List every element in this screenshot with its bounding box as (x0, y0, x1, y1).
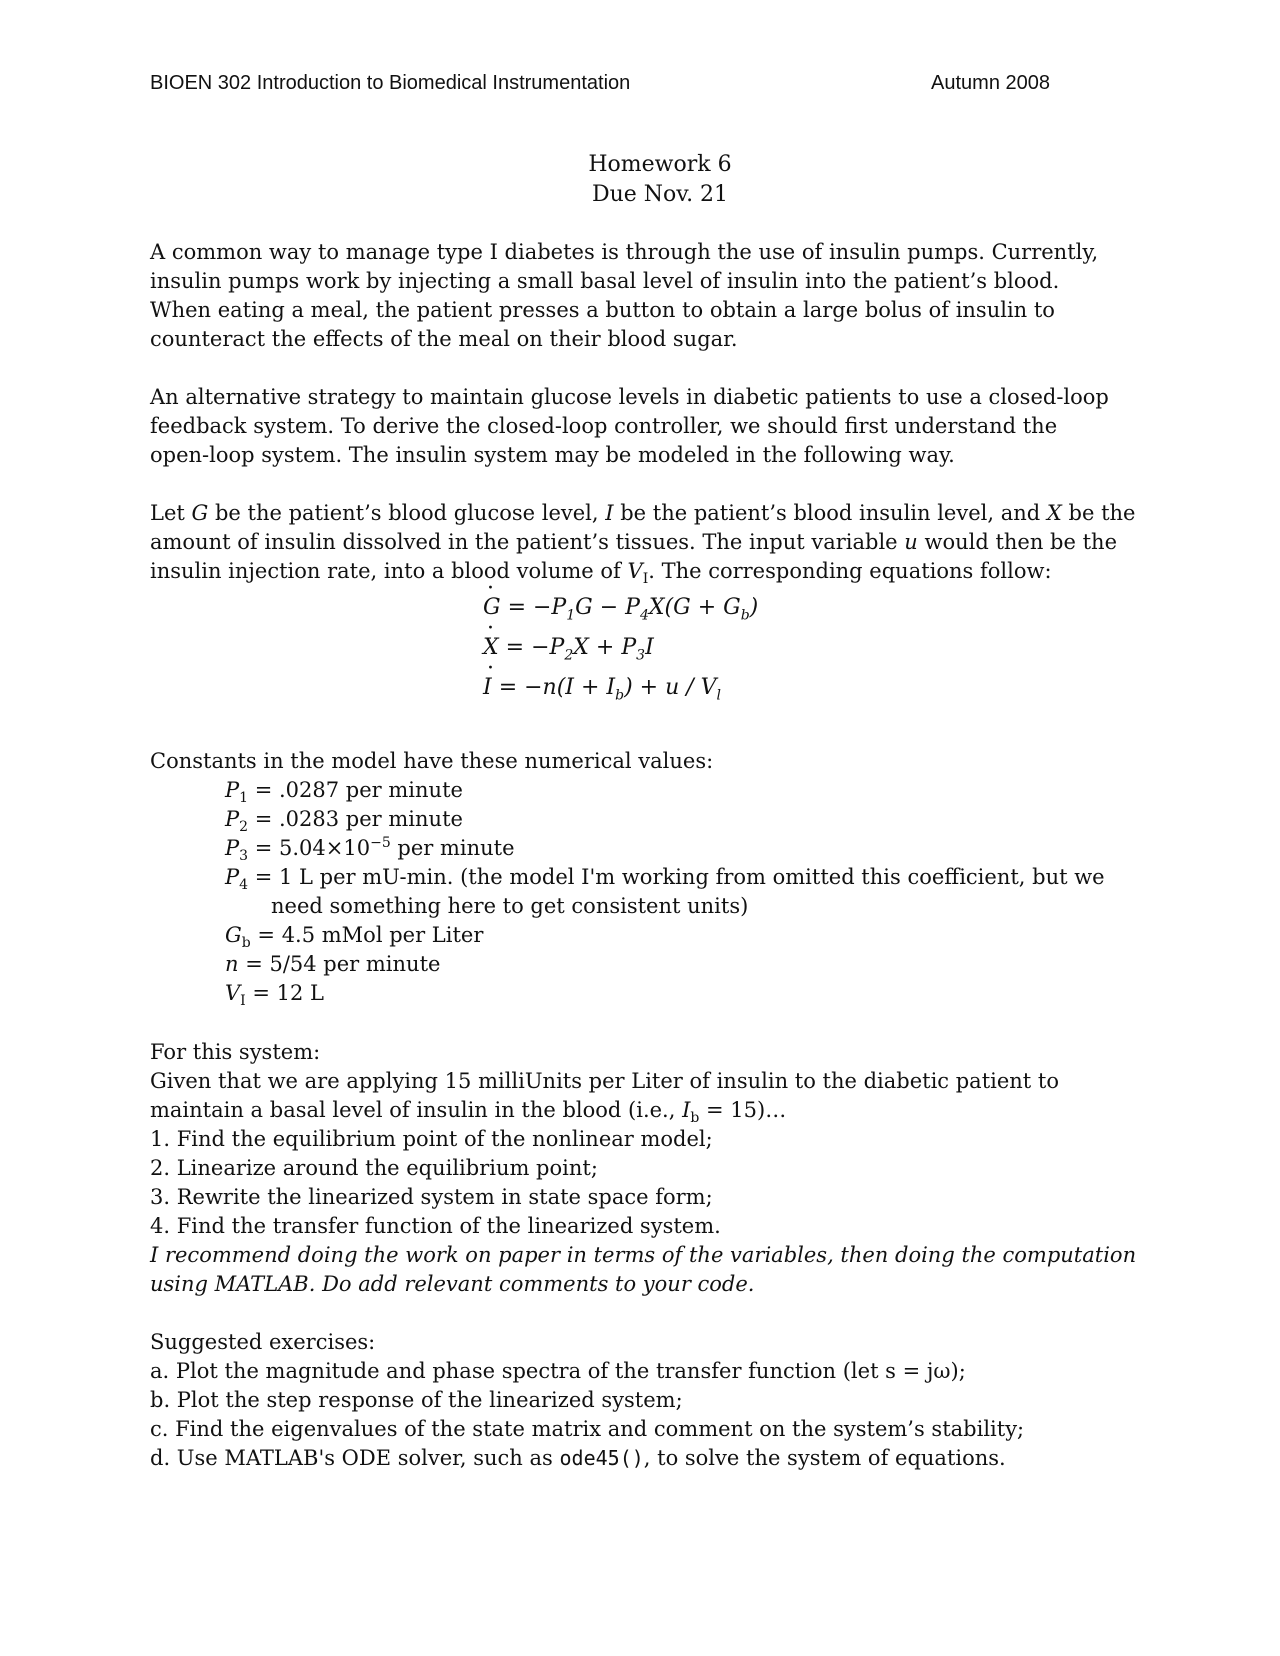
constant-n: n = 5/54 per minute (225, 952, 441, 976)
intro-paragraph (150, 238, 1140, 354)
tissue-insulin-equation: · $X = -P_2X + P_3I$ (483, 628, 758, 668)
alternative-line: An alternative strategy to maintain glucose levels in diabetic patients to use a closed-loop (150, 385, 1109, 409)
recommendation-line-2: using MATLAB. Do add relevant comments to your code. (150, 1272, 755, 1296)
task-item: 2. Linearize around the equilibrium point; (150, 1156, 598, 1180)
title-line-2: Due Nov. 21 (591, 182, 729, 207)
intro-line: insulin pumps work by injecting a small basal level of insulin into the patient’s blood. (150, 269, 1060, 293)
tasks-section (150, 1038, 1140, 1299)
alternative-paragraph (150, 383, 1140, 470)
constant-p4-continued: need something here to get consistent units) (271, 894, 749, 918)
constant-p2: $P_2 = .0283$ per minute (225, 807, 463, 836)
constant-p3: $P_3 = 5.04\times 10^{-5}$ per minute (225, 835, 515, 865)
task-item: 4. Find the transfer function of the linearized system. (150, 1214, 721, 1238)
exercise-item-c: c. Find the eigenvalues of the state matrix and comment on the system’s stability; (150, 1417, 1025, 1441)
variables-line-2: amount of insulin dissolved in the patient’s tissues. The input variable u would then be the (150, 530, 1117, 554)
task-item: 1. Find the equilibrium point of the nonlinear model; (150, 1127, 713, 1151)
constant-vi: $V_I = 12$ L (225, 981, 324, 1010)
intro-line: When eating a meal, the patient presses a button to obtain a large bolus of insulin to (150, 298, 1055, 322)
exercise-item-b: b. Plot the step response of the linearized system; (150, 1388, 683, 1412)
blood-insulin-equation: · $I = -n(I + I_b) + u / V_l$ (483, 668, 758, 708)
alternative-line: open-loop system. The insulin system may be modeled in the following way. (150, 443, 955, 467)
tasks-intro: For this system: (150, 1040, 321, 1064)
model-equations (483, 588, 758, 708)
given-line-1: Given that we are applying 15 milliUnits per Liter of insulin to the diabetic patient to (150, 1069, 1059, 1093)
variables-line-1: Let G be the patient’s blood glucose level, I be the patient’s blood insulin level, and X be the (150, 501, 1136, 525)
exercises-intro: Suggested exercises: (150, 1330, 376, 1354)
exercise-item-d: d. Use MATLAB's ODE solver, such as ode45(), to solve the system of equations. (150, 1446, 1006, 1470)
term-label: Autumn 2008 (931, 72, 1050, 94)
constant-p4: $P_4 = 1$ L per mU-min. (the model I'm working from omitted this coefficient, but we (225, 865, 1105, 894)
constants-list (225, 776, 1125, 1008)
constant-p1: $P_1 = .0287$ per minute (225, 778, 463, 807)
alternative-line: feedback system. To derive the closed-loop controller, we should first understand the (150, 414, 1058, 438)
title-line-1: Homework 6 (588, 152, 732, 177)
ode45-code: ode45() (559, 1446, 644, 1470)
intro-line: counteract the effects of the meal on their blood sugar. (150, 327, 738, 351)
document-title (0, 150, 1280, 210)
task-item: 3. Rewrite the linearized system in state space form; (150, 1185, 713, 1209)
variables-paragraph (150, 499, 1140, 586)
page-header (150, 72, 1050, 95)
constants-intro: Constants in the model have these numerical values: (150, 749, 714, 773)
recommendation-line-1: I recommend doing the work on paper in terms of the variables, then doing the computation (150, 1243, 1137, 1267)
intro-line: A common way to manage type I diabetes is through the use of insulin pumps. Currently, (150, 240, 1099, 264)
exercise-item-a: a. Plot the magnitude and phase spectra of the transfer function (let s = jω); (150, 1359, 966, 1383)
constant-gb: $G_b = 4.5$ mMol per Liter (225, 923, 484, 952)
course-title: BIOEN 302 Introduction to Biomedical Instrumentation (150, 72, 631, 94)
glucose-equation: · $G = -P_1G - P_4X(G + G_b)$ (483, 588, 758, 628)
variables-line-3: insulin injection rate, into a blood volume of $V_I$. The corresponding equations follow: (150, 559, 1052, 588)
given-line-2: maintain a basal level of insulin in the blood (i.e., $I_b$ = 15)… (150, 1098, 787, 1127)
exercises-section (150, 1328, 1140, 1473)
